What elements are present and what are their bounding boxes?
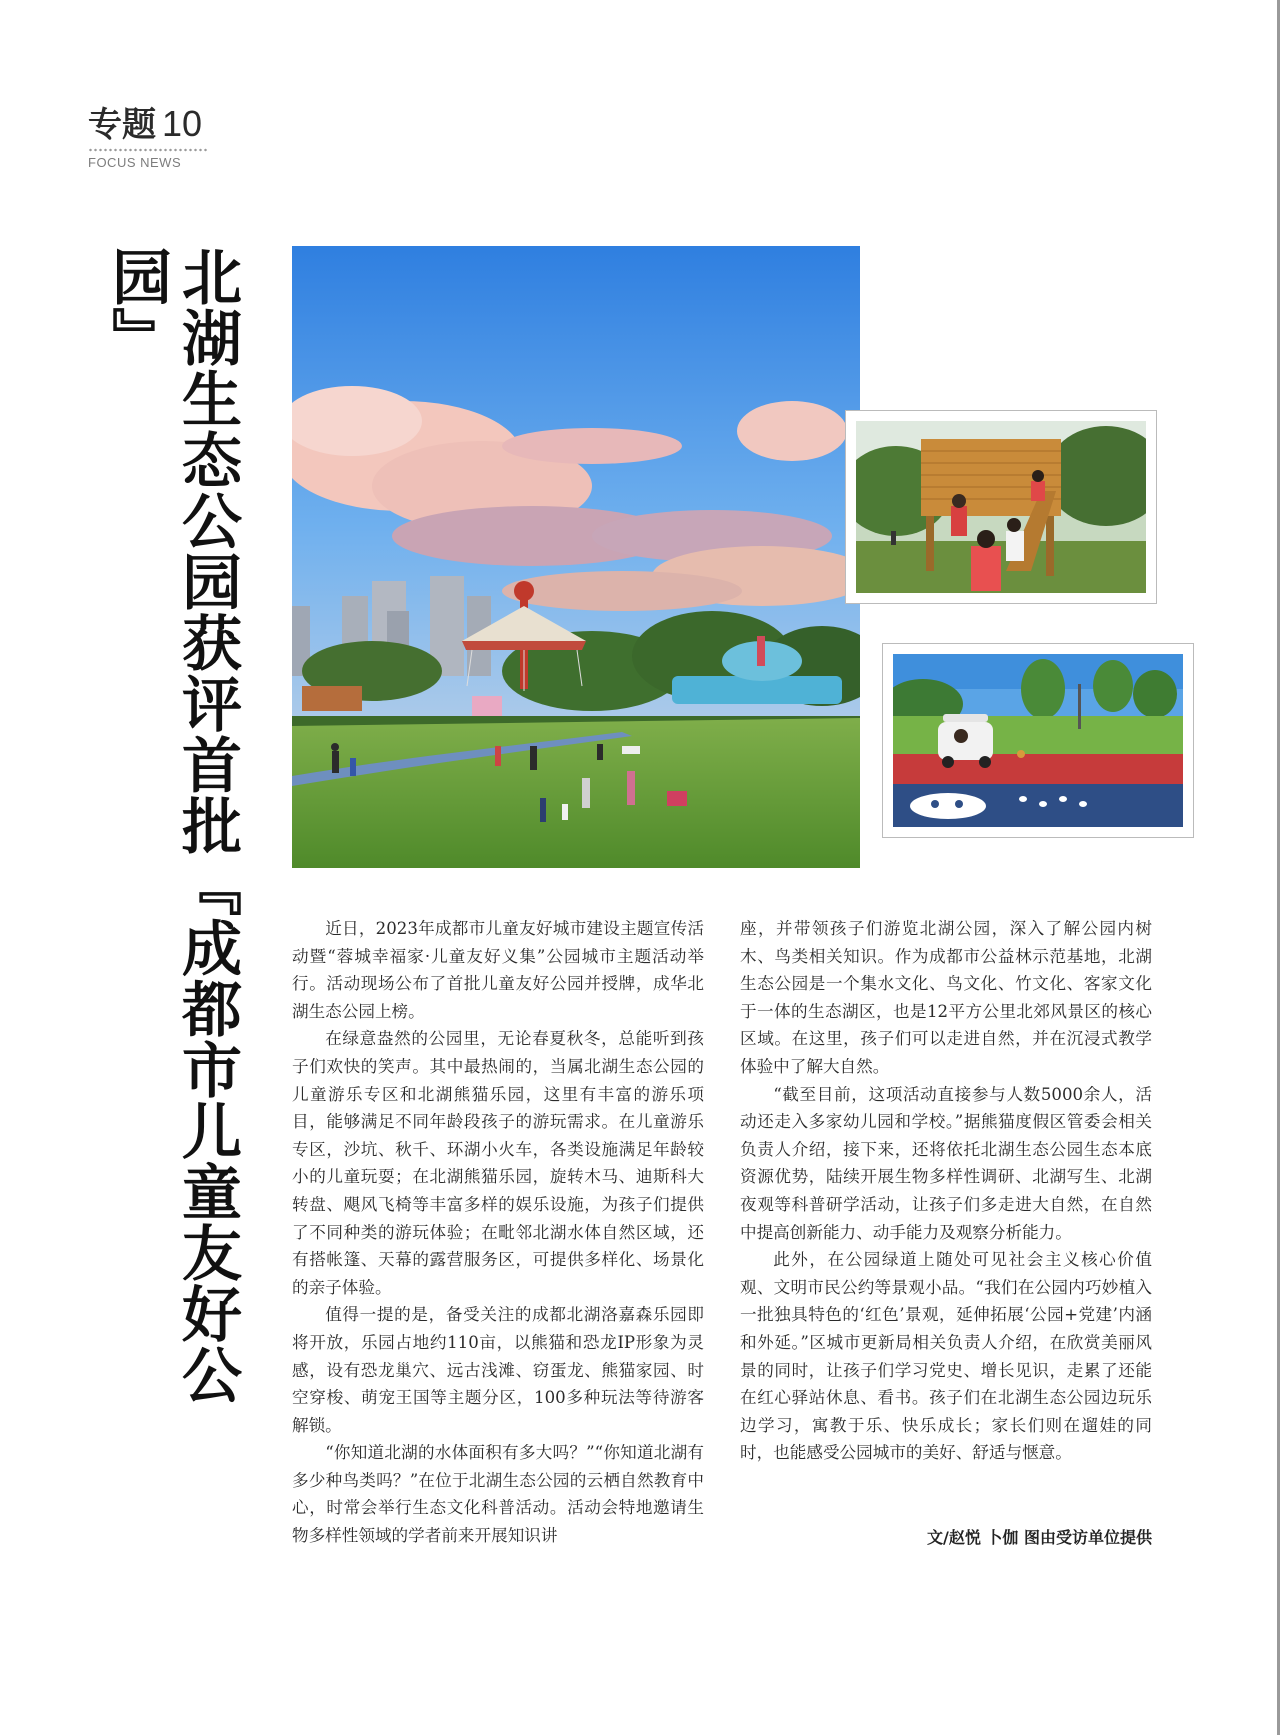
article-paragraph: 此外，在公园绿道上随处可见社会主义核心价值观、文明市民公约等景观小品。“我们在公园内巧妙植入一批独具特色的‘红色’景观，延伸拓展‘公园+党建’内涵和外延。”区城市更新局相关负责人介绍，在欣赏美丽风景的同时，让孩子们学习党史、增长见识，走累了还能在红心驿站休息、看书。孩子们在北湖生态公园边玩乐边学习，寓教于乐、快乐成长；家长们则在遛娃的同时，也能感受公园城市的美好、舒适与惬意。 <box>740 1250 1152 1463</box>
article-paragraph: 值得一提的是，备受关注的成都北湖洛嘉森乐园即将开放，乐园占地约110亩，以熊猫和恐龙IP形象为灵感，设有恐龙巢穴、远古浅滩、窃蛋龙、熊猫家园、时空穿梭、萌宠王国等主题分区，100多种玩法等待游客解锁。 <box>292 1305 704 1435</box>
article-paragraph: 在绿意盎然的公园里，无论春夏秋冬，总能听到孩子们欢快的笑声。其中最热闹的，当属北湖生态公园的儿童游乐专区和北湖熊猫乐园，这里有丰富的游乐项目，能够满足不同年龄段孩子的游玩需求。在儿童游乐专区，沙坑、秋千、环湖小火车，各类设施满足年龄较小的儿童玩耍；在北湖熊猫乐园，旋转木马、迪斯科大转盘、飓风飞椅等丰富多样的娱乐设施，为孩子们提供了不同种类的游玩体验；在毗邻北湖水体自然区域，还有搭帐篷、天幕的露营服务区，可提供多样化、场景化的亲子体验。 <box>292 1029 704 1297</box>
panda-path-illustration <box>893 654 1183 827</box>
main-photo <box>292 246 860 868</box>
article-byline: 文/赵悦 卜伽 图由受访单位提供 <box>927 1528 1152 1547</box>
bottom-right-photo <box>882 643 1194 838</box>
section-header <box>88 104 208 170</box>
article-paragraph: 近日，2023年成都市儿童友好城市建设主题宣传活动暨“蓉城幸福家·儿童友好义集”公园城市主题活动举行。活动现场公布了首批儿童友好公园并授牌，成华北湖生态公园上榜。 <box>292 919 704 1021</box>
page-number: 10 <box>162 103 203 144</box>
article-paragraph-continued: 座，并带领孩子们游览北湖公园，深入了解公园内树木、鸟类相关知识。作为成都市公益林示范基地，北湖生态公园是一个集水文化、鸟文化、竹文化、客家文化于一体的生态湖区，也是12平方公里北郊风景区的核心区域。在这里，孩子们可以走进自然，并在沉浸式教学体验中了解大自然。 <box>740 919 1152 1076</box>
treehouse-children-illustration <box>856 421 1146 593</box>
top-right-photo <box>845 410 1157 604</box>
section-label-row <box>88 104 208 145</box>
article-title: 北湖生态公园获评首批『成都市儿童友好公园』 <box>102 246 242 1405</box>
article-column-2 <box>740 915 1152 1467</box>
article-paragraph: “你知道北湖的水体面积有多大吗？”“你知道北湖有多少种鸟类吗？”在位于北湖生态公园的云栖自然教育中心，时常会举行生态文化科普活动。活动会特地邀请生物多样性领域的学者前来开展知识讲 <box>292 1443 704 1546</box>
park-playground-illustration <box>292 246 860 868</box>
dotted-rule <box>88 148 208 152</box>
article-column-1 <box>292 915 704 1550</box>
section-label: 专题 <box>88 105 156 145</box>
article-paragraph: “截至目前，这项活动直接参与人数5000余人，活动还走入多家幼儿园和学校。”据熊猫度假区管委会相关负责人介绍，接下来，还将依托北湖生态公园生态本底资源优势，陆续开展生物多样性调研、北湖写生、北湖夜观等科普研学活动，让孩子们多走进大自然，在自然中提高创新能力、动手能力及观察分析能力。 <box>740 1084 1152 1242</box>
section-sub-label: FOCUS NEWS <box>88 155 182 170</box>
